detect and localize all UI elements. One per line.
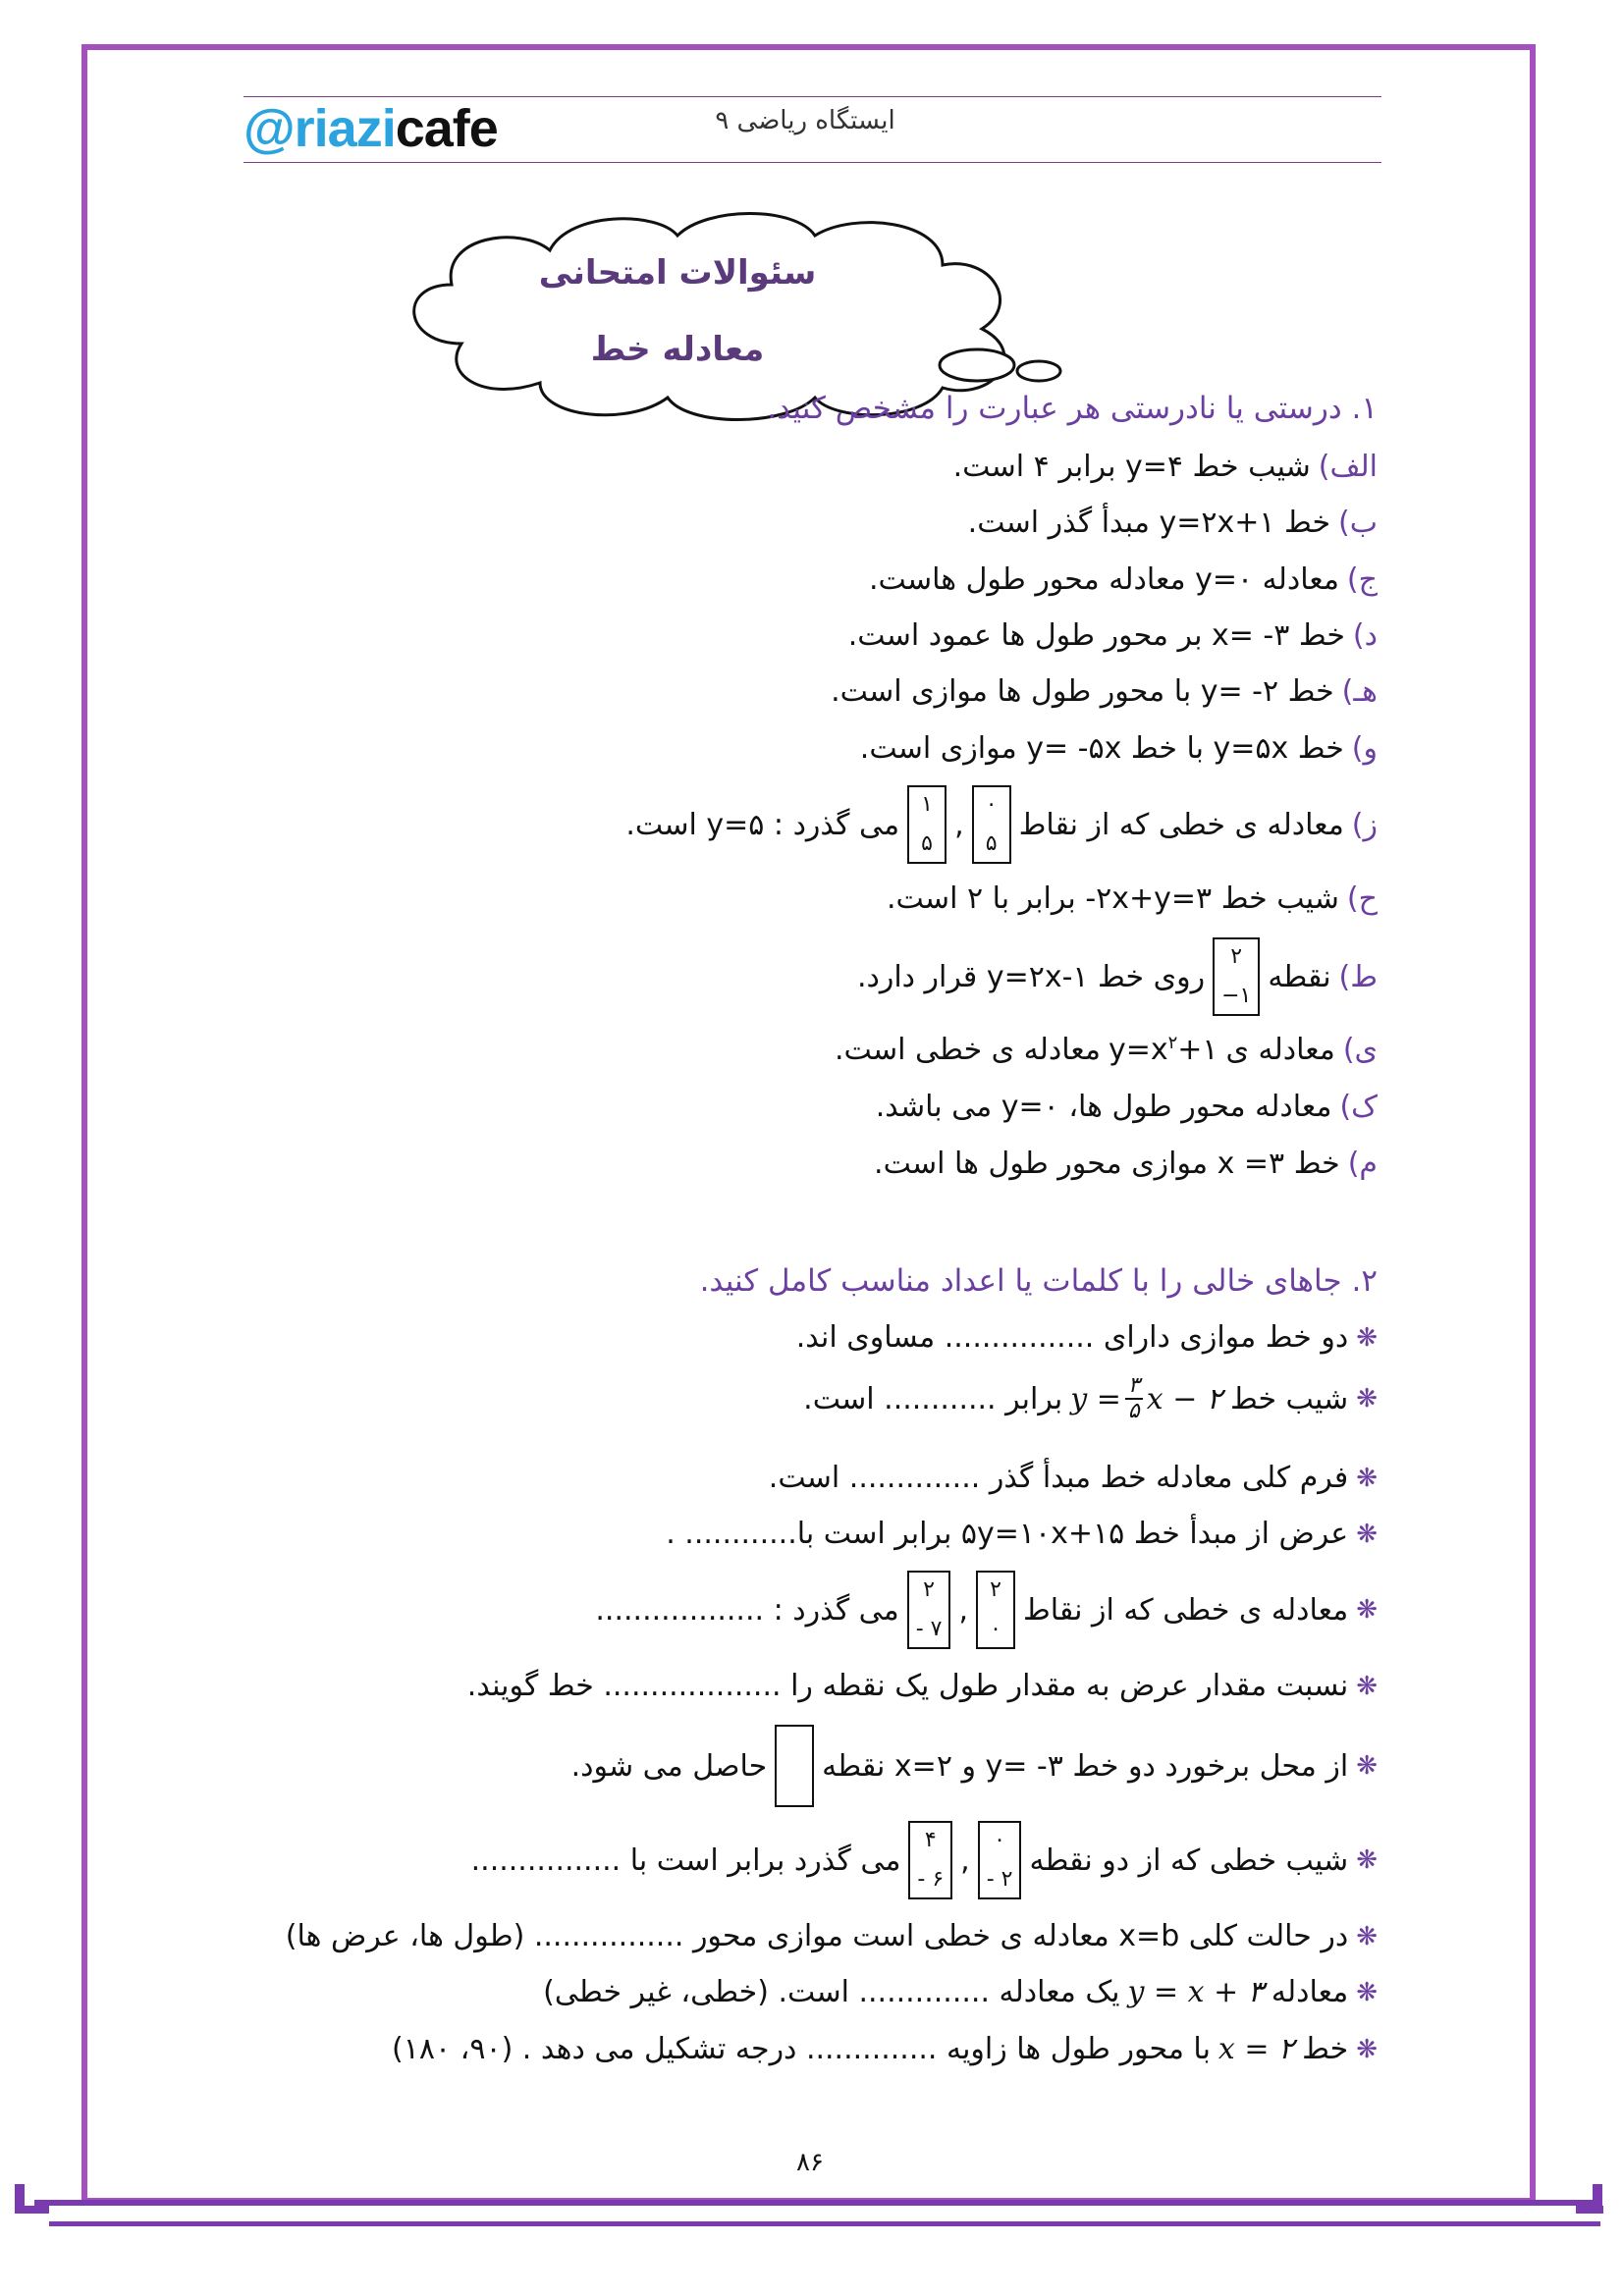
- q1-item-ye: ی) معادله ی $y=x^۲+۱$ معادله ی خطی است.: [834, 1033, 1378, 1067]
- star-bullet-icon: ❋: [1356, 1519, 1378, 1549]
- bottom-border-decoration: [10, 2184, 1615, 2243]
- question-2-title: ۲. جاهای خالی را با کلمات یا اعداد مناسب کامل کنید.: [699, 1263, 1378, 1299]
- q1-item-be: ب) خط y=۲x+۱ مبدأ گذر است.: [967, 506, 1378, 540]
- vector-point: ۰ ۵: [972, 785, 1011, 864]
- q1-item-alef: الف) شیب خط y=۴ برابر ۴ است.: [952, 450, 1378, 484]
- star-bullet-icon: ❋: [1356, 1671, 1378, 1701]
- q2-item-5: ❋ معادله ی خطی که از نقاط ۲ ۰ , ۲ - ۷ می گذرد : ..................: [595, 1571, 1378, 1649]
- star-bullet-icon: ❋: [1356, 1845, 1378, 1875]
- q1-item-jim: ج) معادله y=۰ معادله محور طول هاست.: [868, 562, 1378, 597]
- q1-item-kaf: ک) معادله محور طول ها، y=۰ می باشد.: [875, 1090, 1378, 1124]
- q2-item-10: ❋ معادله y = x + ۳ یک معادله .............. است. (خطی، غیر خطی): [543, 1975, 1378, 2009]
- star-bullet-icon: ❋: [1356, 1977, 1378, 2007]
- star-bullet-icon: ❋: [1356, 1322, 1378, 1353]
- cloud-line-1: سئوالات امتحانی: [538, 253, 817, 293]
- vector-point: ۰ - ۲: [978, 1821, 1022, 1899]
- q2-item-11: ❋ خط x = ۲ با محور طول ها زاویه .............. درجه تشکیل می دهد . (۹۰، ۱۸۰): [392, 2032, 1378, 2066]
- header-bottom-rule: [243, 162, 1381, 163]
- question-1-title: ۱. درستی یا نادرستی هر عبارت را مشخص کنید.: [767, 391, 1378, 426]
- q1-item-he: هـ) خط y= -۲ با محور طول ها موازی است.: [831, 674, 1378, 709]
- vector-point: ۴ - ۶: [908, 1821, 952, 1899]
- q1-item-ze: ز) معادله ی خطی که از نقاط ۰ ۵ , ۱ ۵ می گذرد : y=۵ است.: [625, 785, 1378, 864]
- vector-point: ۲ - ۷: [907, 1571, 951, 1649]
- q2-item-2: ❋ شیب خط y = $\frac{۳}{۵}$ x − ۲ برابر ............ است.: [803, 1373, 1378, 1423]
- fraction: $\frac{۳}{۵}$: [1125, 1374, 1143, 1423]
- star-bullet-icon: ❋: [1356, 1921, 1378, 1951]
- q2-item-9: ❋ در حالت کلی x=b معادله ی خطی است موازی محور ................ (طول ها، عرض ها): [285, 1919, 1378, 1953]
- q2-item-8: ❋ شیب خطی که از دو نقطه ۰ - ۲ , ۴ - ۶ می گذرد برابر است با ................: [471, 1821, 1378, 1899]
- q2-item-3: ❋ فرم کلی معادله خط مبدأ گذر .............. است.: [768, 1461, 1378, 1495]
- vector-point: ۲ ۰: [976, 1571, 1015, 1649]
- q1-item-ta: ط) نقطه ۲ −۱ روی خط y=۲x-۱ قرار دارد.: [857, 937, 1378, 1016]
- q1-item-vav: و) خط y=۵x با خط y= -۵x موازی است.: [859, 731, 1378, 766]
- q2-item-4: ❋ عرض از مبدأ خط ۵y=۱۰x+۱۵ برابر است با............ .: [666, 1517, 1378, 1551]
- header-title: ایستگاه ریاضی ۹: [715, 106, 895, 135]
- q1-item-dal: د) خط x= -۳ بر محور طول ها عمود است.: [847, 618, 1378, 653]
- logo: @riazicafe: [243, 99, 498, 158]
- star-bullet-icon: ❋: [1356, 1463, 1378, 1493]
- q2-item-7: ❋ از محل برخورد دو خط y= -۳ و x=۲ نقطه حاصل می شود.: [571, 1725, 1378, 1807]
- header-top-rule: [243, 96, 1381, 97]
- q1-item-mim: م) خط x =۳ موازی محور طول ها است.: [874, 1147, 1378, 1181]
- page-number: ۸۶: [796, 2148, 824, 2177]
- vector-point: ۲ −۱: [1213, 937, 1260, 1016]
- star-bullet-icon: ❋: [1356, 1384, 1378, 1414]
- q1-item-he2: ح) شیب خط ۲x+y=۳- برابر با ۲ است.: [886, 881, 1378, 916]
- star-bullet-icon: ❋: [1356, 1595, 1378, 1625]
- star-bullet-icon: ❋: [1356, 1751, 1378, 1781]
- cloud-line-2: معادله خط: [590, 330, 765, 369]
- star-bullet-icon: ❋: [1356, 2034, 1378, 2064]
- q2-item-1: ❋ دو خط موازی دارای ................ مساوی اند.: [795, 1320, 1378, 1355]
- empty-vector-box: [775, 1725, 814, 1807]
- q2-item-6: ❋ نسبت مقدار عرض به مقدار طول یک نقطه را ................... خط گویند.: [466, 1669, 1378, 1703]
- vector-point: ۱ ۵: [907, 785, 947, 864]
